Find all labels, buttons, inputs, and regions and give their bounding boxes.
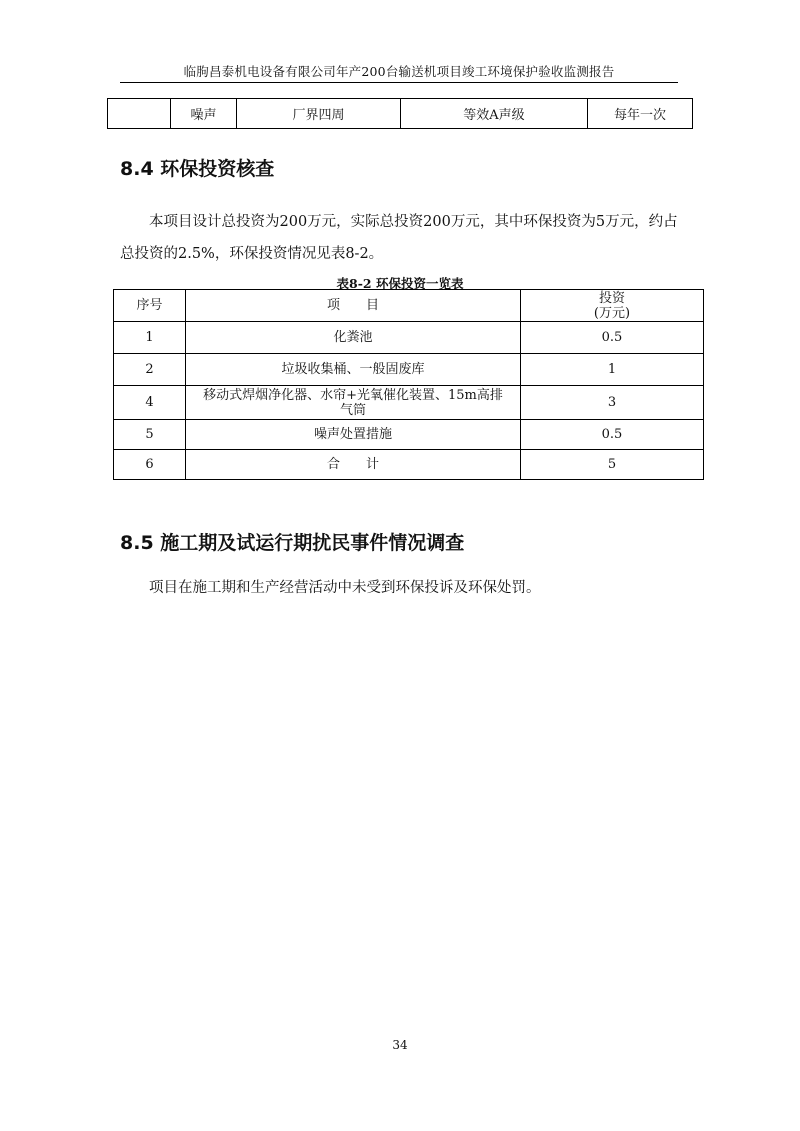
row-item: 噪声处置措施 [186, 420, 521, 450]
table-row [114, 322, 704, 354]
table-cell: 每年一次 [588, 99, 693, 129]
row-no: 6 [114, 450, 186, 480]
page-number: 34 [392, 1038, 408, 1052]
row-amount: 1 [521, 354, 704, 386]
table-row [114, 420, 704, 450]
page-header: 临朐昌泰机电设备有限公司年产200台输送机项目竣工环境保护验收监测报告 [183, 64, 615, 79]
table-cell: 等效A声级 [401, 99, 588, 129]
row-no: 5 [114, 420, 186, 450]
monitoring-table-fragment [107, 98, 693, 129]
row-item: 化粪池 [186, 322, 521, 354]
row-amount: 0.5 [521, 322, 704, 354]
row-amount: 0.5 [521, 420, 704, 450]
table-row [114, 386, 704, 420]
header-amount [521, 290, 704, 322]
table-header-row [114, 290, 704, 322]
table-cell: 厂界四周 [237, 99, 401, 129]
section-heading-8-5: 8.5 施工期及试运行期扰民事件情况调查 [120, 532, 465, 554]
row-item [186, 386, 521, 420]
table-cell: 噪声 [171, 99, 237, 129]
row-no: 2 [114, 354, 186, 386]
table-row [108, 99, 693, 129]
table-caption: 表8-2 环保投资一览表 [336, 276, 464, 291]
row-no: 4 [114, 386, 186, 420]
row-item-line1: 移动式焊烟净化器、水帘+光氧催化装置、15m高排 [203, 387, 503, 403]
row-no: 1 [114, 322, 186, 354]
header-no: 序号 [114, 290, 186, 322]
header-rule [120, 82, 678, 83]
row-item-line2: 气筒 [339, 402, 366, 418]
header-item: 项 目 [186, 290, 521, 322]
table-row [114, 450, 704, 480]
investment-table [113, 289, 704, 480]
section-8-5-paragraph: 项目在施工期和生产经营活动中未受到环保投诉及环保处罚。 [149, 580, 541, 596]
header-amount-line2: (万元) [593, 305, 631, 321]
row-amount: 5 [521, 450, 704, 480]
header-amount-line1: 投资 [598, 290, 625, 306]
row-item: 垃圾收集桶、一般固废库 [186, 354, 521, 386]
row-amount: 3 [521, 386, 704, 420]
table-row [114, 354, 704, 386]
section-heading-8-4: 8.4 环保投资核查 [120, 158, 275, 180]
row-item: 合 计 [186, 450, 521, 480]
section-8-4-paragraph: 本项目设计总投资为200万元，实际总投资200万元，其中环保投资为5万元，约占总投资的2.5%，环保投资情况见表8-2。 [120, 214, 678, 262]
table-cell [108, 99, 171, 129]
